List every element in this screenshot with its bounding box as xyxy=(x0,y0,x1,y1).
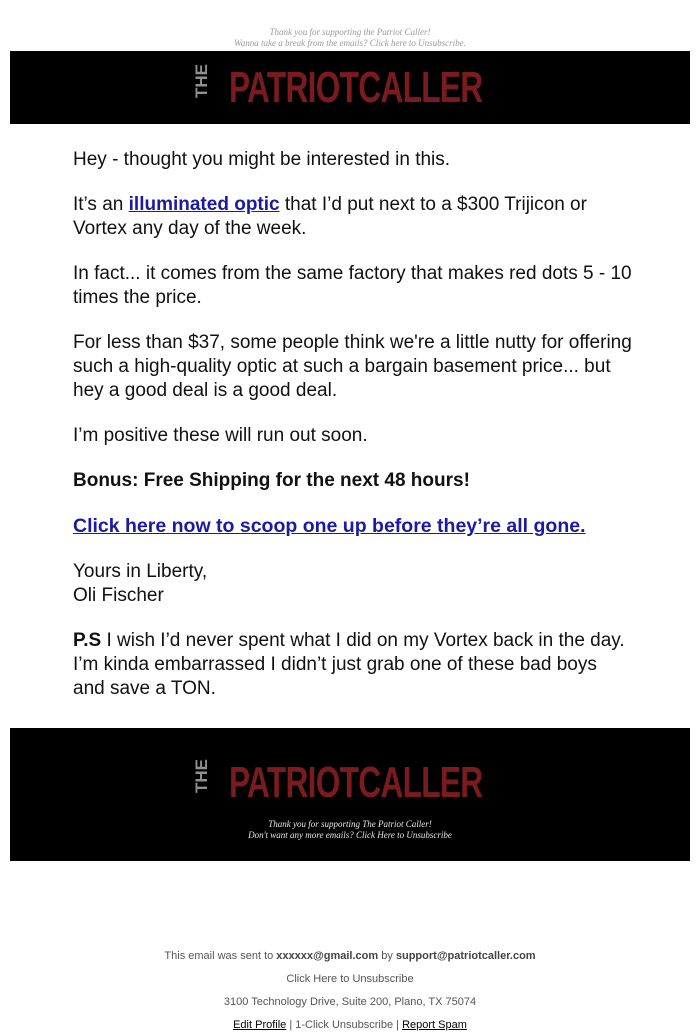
illuminated-optic-link[interactable]: illuminated optic xyxy=(128,194,280,215)
one-click-unsubscribe-link[interactable]: 1-Click Unsubscribe xyxy=(295,1019,394,1031)
top-note-line-2[interactable]: Wanna take a break from the emails? Click here to Unsubscribe. xyxy=(234,38,466,48)
logo-the-text-footer: THE xyxy=(191,759,211,793)
top-note-line-1: Thank you for supporting the Patriot Caller! xyxy=(269,27,431,37)
bottom-note-line-1: Thank you for supporting The Patriot Caller! xyxy=(268,819,432,829)
bottom-unsubscribe-note[interactable] xyxy=(10,819,690,841)
footer-banner xyxy=(10,728,690,859)
postal-address: 3100 Technology Drive, Suite 200, Plano, TX 75074 xyxy=(223,996,477,1008)
logo-the-text: THE xyxy=(191,64,211,98)
logo-name-text-footer: PATRIOTCALLER xyxy=(228,758,482,807)
email-body xyxy=(73,148,633,722)
sender-email[interactable]: support@patriotcaller.com xyxy=(395,950,536,962)
sent-to-line: This email was sent to xxxxxx@gmail.com by support@patriotcaller.com xyxy=(164,950,536,962)
report-spam-link[interactable]: Report Spam xyxy=(402,1019,467,1031)
recipient-email: xxxxxx@gmail.com xyxy=(276,950,379,962)
signature: Yours in Liberty, Oli Fischer xyxy=(73,561,208,606)
logo-name-text: PATRIOTCALLER xyxy=(228,63,482,112)
cta-link[interactable]: Click here now to scoop one up before they’re all gone. xyxy=(73,515,586,537)
patriot-caller-logo xyxy=(10,63,690,113)
bottom-note-line-2[interactable]: Don't want any more emails? Click Here to Unsubscribe xyxy=(248,830,452,840)
paragraph-greeting: Hey - thought you might be interested in this. xyxy=(73,149,451,170)
top-unsubscribe-note[interactable] xyxy=(0,27,700,49)
patriot-caller-logo-footer xyxy=(10,758,690,808)
paragraph-factory: In fact... it comes from the same factory that makes red dots 5 - 10 times the price. xyxy=(73,263,632,308)
postscript: P.S I wish I’d never spent what I did on my Vortex back in the day. I’m kinda embarrassed I didn’t just grab one of these bad boys and save a TON. xyxy=(73,630,625,699)
footer-unsubscribe-link[interactable]: Click Here to Unsubscribe xyxy=(286,973,414,985)
paragraph-price: For less than $37, some people think we're a little nutty for offering such a high-quality optic at such a bargain basement price... but hey a good deal is a good deal. xyxy=(73,332,632,401)
footer-links: Edit Profile | 1-Click Unsubscribe | Report Spam xyxy=(233,1019,467,1031)
bonus-text: Bonus: Free Shipping for the next 48 hours! xyxy=(73,470,470,491)
header-banner xyxy=(10,51,690,124)
paragraph-run-out: I’m positive these will run out soon. xyxy=(73,425,368,446)
paragraph-optic: It’s an illuminated optic that I’d put next to a $300 Trijicon or Vortex any day of the week. xyxy=(73,194,587,239)
edit-profile-link[interactable]: Edit Profile xyxy=(233,1019,287,1031)
email-footer xyxy=(0,945,700,1034)
divider xyxy=(10,859,690,861)
